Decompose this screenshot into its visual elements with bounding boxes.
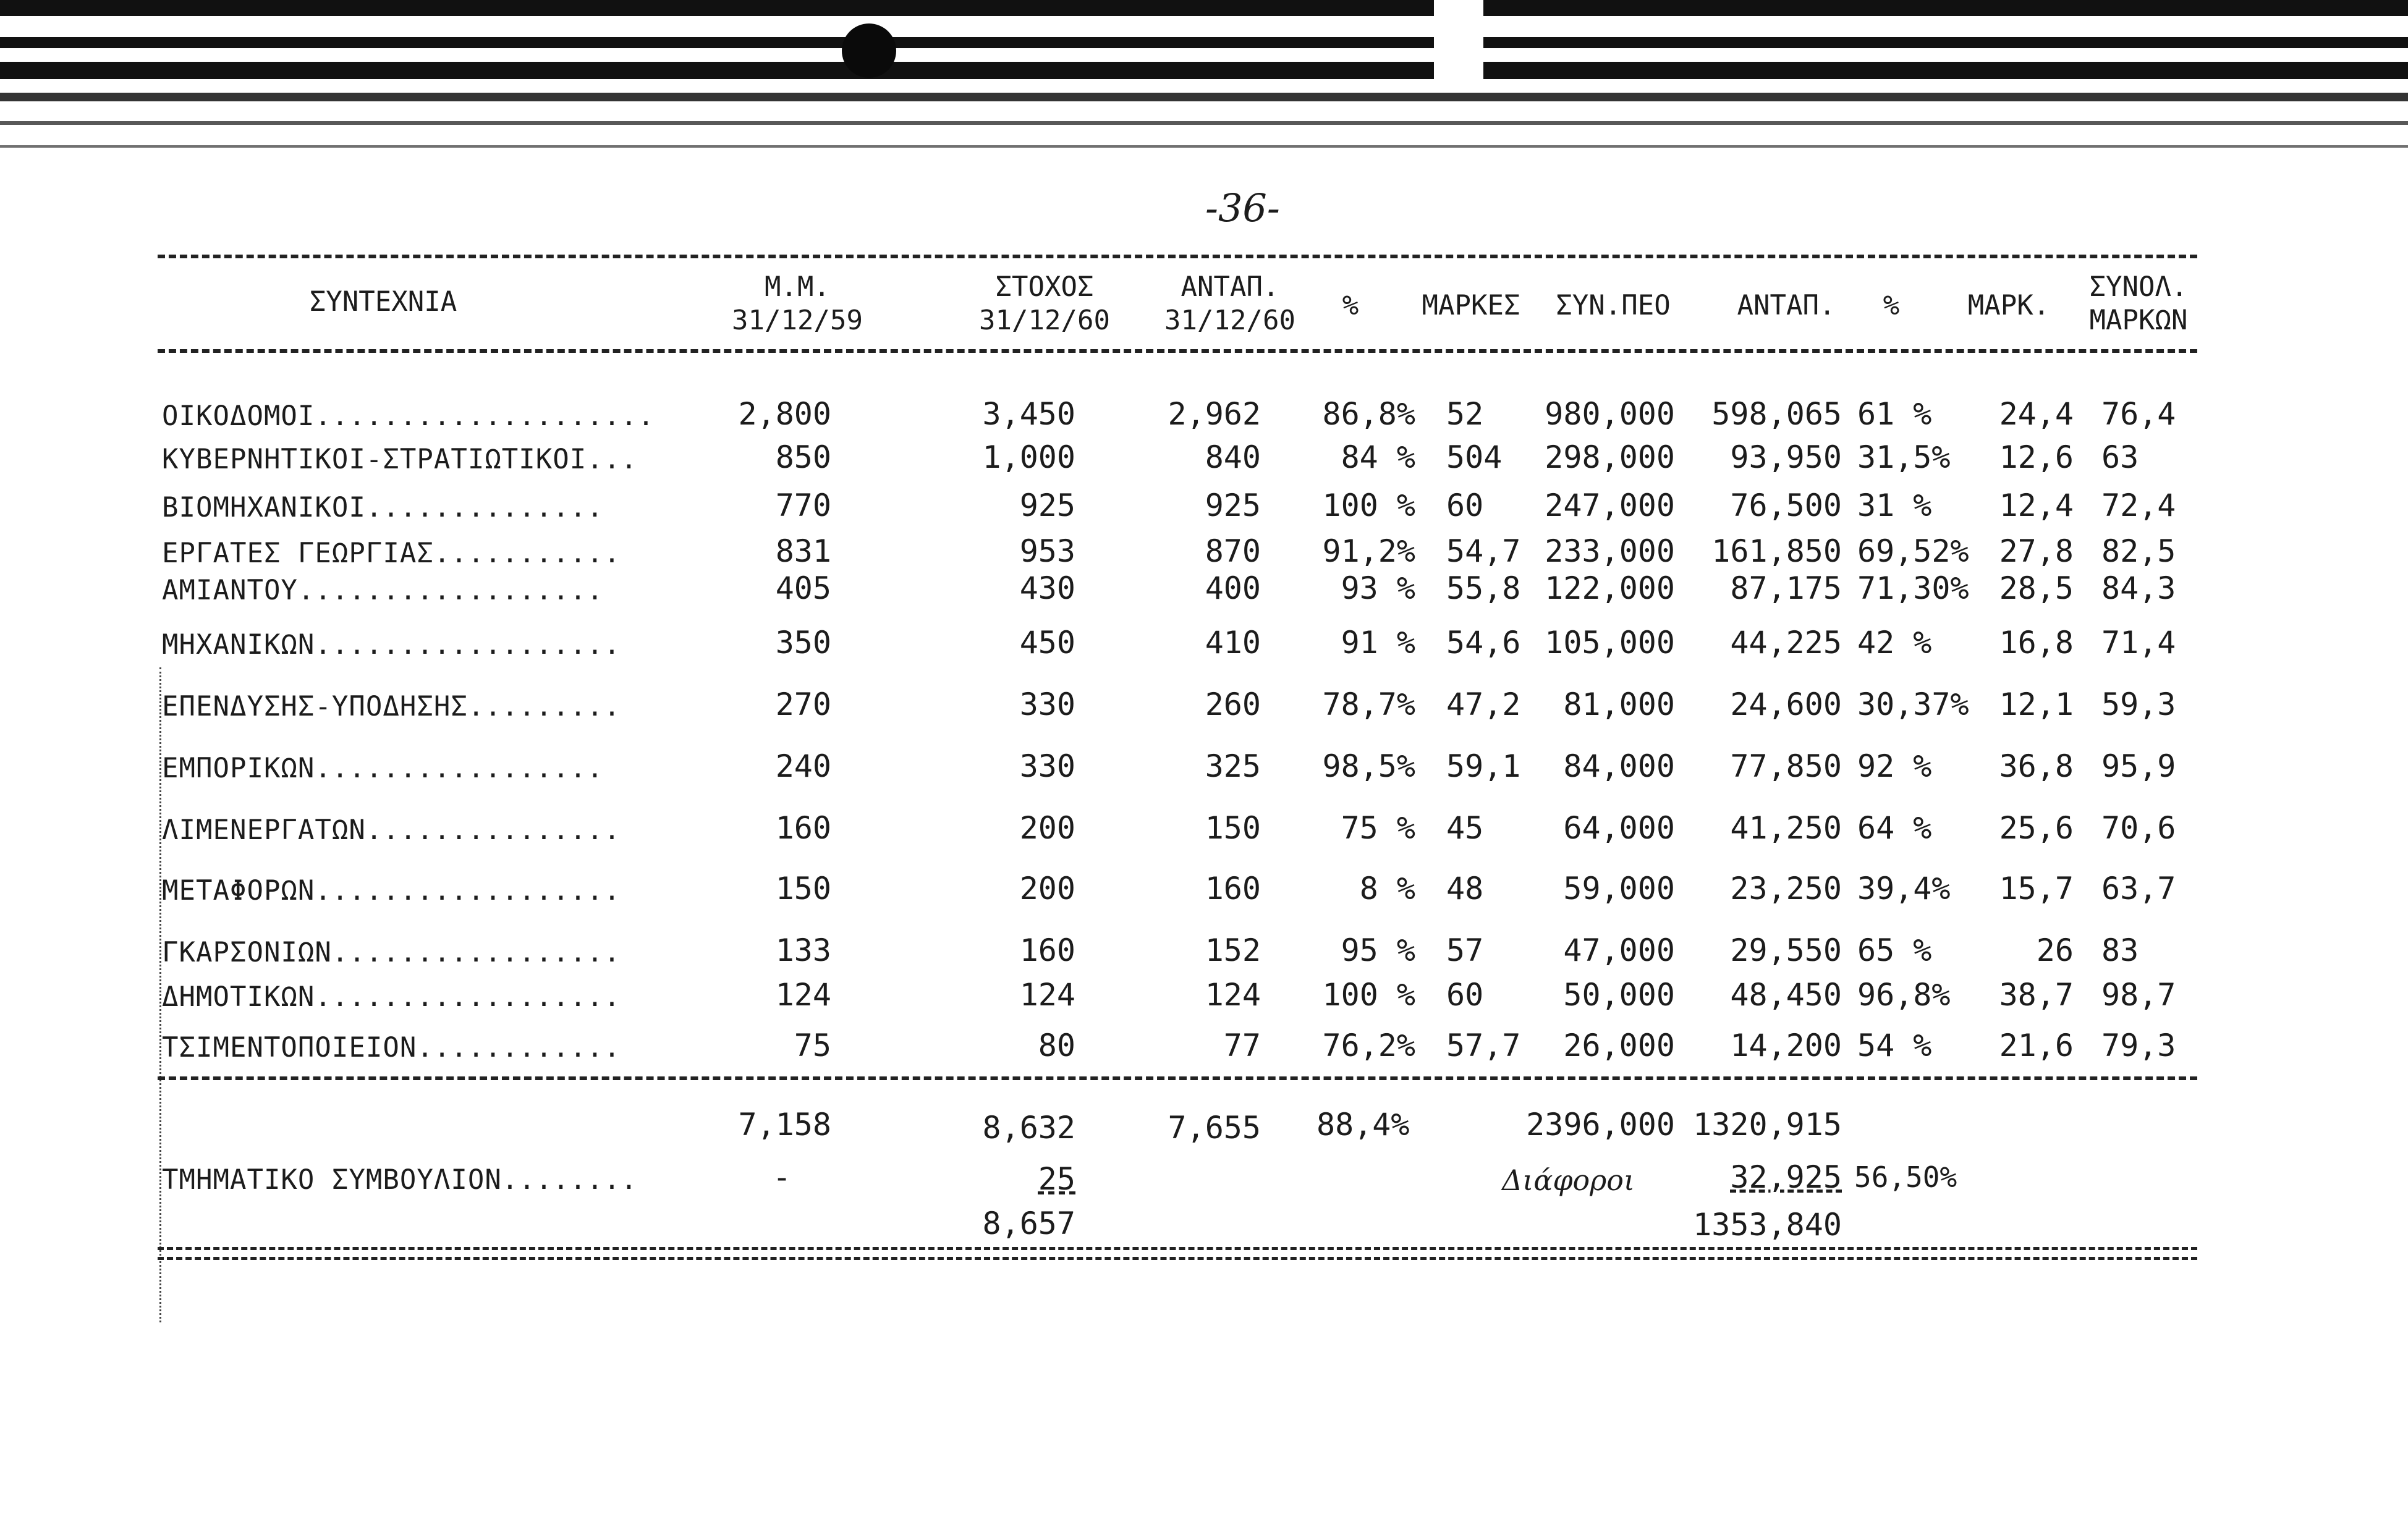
table-cell-antap2: 48,450 — [1730, 977, 1842, 1013]
table-cell-pct2: 65 % — [1857, 932, 1932, 968]
scan-edge-band — [0, 62, 2408, 79]
table-cell-mark: 28,5 — [1999, 570, 2074, 606]
table-cell-pct: 8 % — [1359, 871, 1415, 907]
council-name: ΤΜΗΜΑΤΙΚΟ ΣΥΜΒΟΥΛΙΟΝ........ — [162, 1164, 638, 1196]
table-cell-synol: 70,6 — [2101, 810, 2176, 846]
table-cell-target: 1,000 — [982, 439, 1075, 475]
table-cell-mm: 850 — [775, 439, 831, 475]
table-cell-antap: 925 — [1205, 488, 1261, 523]
table-cell-antap: 410 — [1205, 625, 1261, 661]
table-cell-peo: 64,000 — [1563, 810, 1675, 846]
table-cell-pct: 91,2% — [1322, 533, 1415, 569]
table-cell-pct2: 92 % — [1857, 748, 1932, 784]
table-cell-pct: 93 % — [1341, 570, 1415, 606]
table-cell-synol: 59,3 — [2101, 687, 2176, 722]
table-cell-pct2: 61 % — [1857, 396, 1932, 432]
table-cell-markes: 57,7 — [1446, 1028, 1521, 1063]
council-target: 25 — [1038, 1161, 1075, 1197]
table-cell-antap: 870 — [1205, 533, 1261, 569]
total-antap2: 1320,915 — [1693, 1107, 1842, 1143]
table-cell-mm: 240 — [775, 748, 831, 784]
table-cell-mm: 133 — [775, 932, 831, 968]
table-cell-target: 330 — [1019, 748, 1075, 784]
table-cell-pct: 95 % — [1341, 932, 1415, 968]
punch-hole — [842, 23, 896, 78]
table-cell-synol: 76,4 — [2101, 396, 2176, 432]
table-row-name: ΟΙΚΟΔΟΜΟΙ.................... — [162, 400, 655, 432]
table-cell-pct: 75 % — [1341, 810, 1415, 846]
header-mark: ΜΑΡΚ. — [1967, 290, 2050, 321]
scan-edge-band — [0, 145, 2408, 148]
table-row-name: ΤΣΙΜΕΝΤΟΠΟΙΕΙΟΝ............ — [162, 1032, 621, 1063]
table-cell-target: 3,450 — [982, 396, 1075, 432]
table-cell-target: 953 — [1019, 533, 1075, 569]
table-cell-peo: 233,000 — [1545, 533, 1675, 569]
table-cell-peo: 47,000 — [1563, 932, 1675, 968]
table-cell-mark: 38,7 — [1999, 977, 2074, 1013]
table-cell-peo: 247,000 — [1545, 488, 1675, 523]
table-cell-mark: 25,6 — [1999, 810, 2074, 846]
table-cell-antap2: 41,250 — [1730, 810, 1842, 846]
table-cell-target: 450 — [1019, 625, 1075, 661]
table-cell-peo: 81,000 — [1563, 687, 1675, 722]
header-pct1: % — [1342, 290, 1359, 321]
table-cell-target: 330 — [1019, 687, 1075, 722]
table-cell-antap2: 44,225 — [1730, 625, 1842, 661]
header-antap2: ΑΝΤΑΠ. — [1737, 290, 1836, 321]
table-cell-antap2: 14,200 — [1730, 1028, 1842, 1063]
scan-edge-band — [0, 121, 2408, 125]
table-row-name: ΛΙΜΕΝΕΡΓΑΤΩΝ............... — [162, 814, 621, 846]
page-number: -36- — [1205, 185, 1280, 230]
grand-target: 8,657 — [982, 1206, 1075, 1241]
grand-antap2: 1353,840 — [1693, 1207, 1842, 1243]
left-margin-mark — [159, 667, 161, 1322]
council-mm: - — [773, 1159, 792, 1195]
rule-totals-top — [158, 1076, 2197, 1080]
table-cell-pct: 100 % — [1322, 488, 1415, 523]
table-cell-synol: 63,7 — [2101, 871, 2176, 907]
total-peo: 2396,000 — [1526, 1107, 1675, 1143]
total-pct: 88,4% — [1316, 1107, 1410, 1143]
table-cell-antap2: 29,550 — [1730, 932, 1842, 968]
total-antap: 7,655 — [1168, 1110, 1261, 1146]
table-cell-markes: 54,7 — [1446, 533, 1521, 569]
rule-top — [158, 255, 2197, 258]
table-cell-antap: 124 — [1205, 977, 1261, 1013]
table-row-name: ΒΙΟΜΗΧΑΝΙΚΟΙ.............. — [162, 492, 604, 523]
table-cell-pct2: 31,5% — [1857, 439, 1951, 475]
table-cell-mm: 160 — [775, 810, 831, 846]
table-cell-mark: 21,6 — [1999, 1028, 2074, 1063]
table-cell-peo: 59,000 — [1563, 871, 1675, 907]
table-cell-markes: 59,1 — [1446, 748, 1521, 784]
scan-edge-band — [0, 93, 2408, 101]
table-cell-antap: 150 — [1205, 810, 1261, 846]
table-cell-pct2: 42 % — [1857, 625, 1932, 661]
table-cell-pct2: 71,30% — [1857, 570, 1969, 606]
table-cell-antap: 2,962 — [1168, 396, 1261, 432]
table-cell-markes: 52 — [1446, 396, 1484, 432]
header-pct2: % — [1883, 290, 1900, 321]
table-cell-peo: 50,000 — [1563, 977, 1675, 1013]
table-row-name: ΕΠΕΝΔΥΣΗΣ-ΥΠΟΔΗΣΗΣ......... — [162, 691, 621, 722]
header-target: ΣΤΟΧΟΣ 31/12/60 — [979, 271, 1110, 336]
table-row-name: ΕΜΠΟΡΙΚΩΝ................. — [162, 753, 604, 784]
table-cell-synol: 83 — [2101, 932, 2139, 968]
table-cell-markes: 45 — [1446, 810, 1484, 846]
table-cell-mm: 150 — [775, 871, 831, 907]
table-cell-markes: 55,8 — [1446, 570, 1521, 606]
table-cell-markes: 47,2 — [1446, 687, 1521, 722]
scan-edge-band — [0, 37, 2408, 48]
table-cell-pct2: 39,4% — [1857, 871, 1951, 907]
table-cell-pct: 78,7% — [1322, 687, 1415, 722]
total-mm: 7,158 — [738, 1107, 831, 1143]
table-cell-markes: 60 — [1446, 977, 1484, 1013]
table-cell-synol: 63 — [2101, 439, 2139, 475]
table-cell-mm: 270 — [775, 687, 831, 722]
table-cell-antap: 77 — [1223, 1028, 1261, 1063]
table-cell-synol: 84,3 — [2101, 570, 2176, 606]
council-antap2: 32,925 — [1730, 1159, 1842, 1195]
table-cell-pct: 100 % — [1322, 977, 1415, 1013]
table-cell-markes: 60 — [1446, 488, 1484, 523]
table-cell-peo: 980,000 — [1545, 396, 1675, 432]
header-synol: ΣΥΝΟΛ. ΜΑΡΚΩΝ — [2089, 271, 2188, 336]
table-cell-pct: 84 % — [1341, 439, 1415, 475]
table-cell-mark: 16,8 — [1999, 625, 2074, 661]
table-cell-synol: 72,4 — [2101, 488, 2176, 523]
table-cell-target: 80 — [1038, 1028, 1075, 1063]
table-cell-peo: 298,000 — [1545, 439, 1675, 475]
scan-gap — [1434, 0, 1483, 93]
table-cell-antap2: 24,600 — [1730, 687, 1842, 722]
table-cell-mark: 12,6 — [1999, 439, 2074, 475]
table-cell-mark: 12,1 — [1999, 687, 2074, 722]
table-cell-peo: 84,000 — [1563, 748, 1675, 784]
table-cell-antap: 325 — [1205, 748, 1261, 784]
table-cell-pct2: 69,52% — [1857, 533, 1969, 569]
table-cell-markes: 504 — [1446, 439, 1503, 475]
table-cell-pct: 76,2% — [1322, 1028, 1415, 1063]
table-row-name: ΑΜΙΑΝΤΟΥ.................. — [162, 575, 604, 606]
table-row-name: ΕΡΓΑΤΕΣ ΓΕΩΡΓΙΑΣ........... — [162, 538, 621, 569]
table-row-name: ΓΚΑΡΣΟΝΙΩΝ................. — [162, 937, 621, 968]
table-cell-mm: 75 — [794, 1028, 831, 1063]
table-cell-target: 160 — [1019, 932, 1075, 968]
table-cell-mark: 36,8 — [1999, 748, 2074, 784]
table-cell-antap: 840 — [1205, 439, 1261, 475]
table-cell-antap: 260 — [1205, 687, 1261, 722]
table-cell-mm: 124 — [775, 977, 831, 1013]
total-target: 8,632 — [982, 1110, 1075, 1146]
table-cell-pct2: 64 % — [1857, 810, 1932, 846]
table-cell-mark: 15,7 — [1999, 871, 2074, 907]
table-row-name: ΜΕΤΑΦΟΡΩΝ.................. — [162, 875, 621, 907]
table-cell-mark: 27,8 — [1999, 533, 2074, 569]
table-cell-antap2: 87,175 — [1730, 570, 1842, 606]
table-cell-pct: 86,8% — [1322, 396, 1415, 432]
table-cell-mm: 770 — [775, 488, 831, 523]
table-cell-antap: 160 — [1205, 871, 1261, 907]
table-cell-synol: 71,4 — [2101, 625, 2176, 661]
table-cell-synol: 82,5 — [2101, 533, 2176, 569]
header-markes: ΜΑΡΚΕΣ — [1422, 290, 1520, 321]
various-label: Διάφοροι — [1502, 1164, 1635, 1197]
table-cell-peo: 105,000 — [1545, 625, 1675, 661]
table-cell-target: 200 — [1019, 810, 1075, 846]
table-cell-pct2: 30,37% — [1857, 687, 1969, 722]
table-row-name: ΔΗΜΟΤΙΚΩΝ.................. — [162, 981, 621, 1013]
table-cell-antap2: 77,850 — [1730, 748, 1842, 784]
table-cell-peo: 26,000 — [1563, 1028, 1675, 1063]
table-cell-mark: 26 — [2036, 932, 2074, 968]
table-cell-mm: 405 — [775, 570, 831, 606]
table-cell-mm: 350 — [775, 625, 831, 661]
table-cell-synol: 79,3 — [2101, 1028, 2176, 1063]
table-cell-synol: 98,7 — [2101, 977, 2176, 1013]
header-mm: Μ.Μ. 31/12/59 — [732, 271, 863, 336]
table-cell-markes: 48 — [1446, 871, 1484, 907]
table-cell-pct2: 31 % — [1857, 488, 1932, 523]
table-cell-antap2: 23,250 — [1730, 871, 1842, 907]
council-pct2: 56,50% — [1854, 1160, 1957, 1194]
table-cell-mm: 831 — [775, 533, 831, 569]
rule-bottom-2 — [158, 1257, 2197, 1260]
table-cell-antap2: 93,950 — [1730, 439, 1842, 475]
rule-bottom-1 — [158, 1247, 2197, 1250]
scan-edge-band — [0, 0, 2408, 16]
table-cell-target: 430 — [1019, 570, 1075, 606]
header-antap1: ΑΝΤΑΠ. 31/12/60 — [1164, 271, 1295, 336]
header-syn-peo: ΣΥΝ.ΠΕΟ — [1556, 290, 1671, 321]
table-cell-pct2: 54 % — [1857, 1028, 1932, 1063]
table-row-name: ΜΗΧΑΝΙΚΩΝ.................. — [162, 629, 621, 661]
table-cell-peo: 122,000 — [1545, 570, 1675, 606]
table-cell-mm: 2,800 — [738, 396, 831, 432]
table-cell-markes: 57 — [1446, 932, 1484, 968]
table-cell-antap2: 76,500 — [1730, 488, 1842, 523]
table-cell-markes: 54,6 — [1446, 625, 1521, 661]
table-cell-antap2: 598,065 — [1711, 396, 1842, 432]
table-cell-antap: 152 — [1205, 932, 1261, 968]
table-cell-target: 200 — [1019, 871, 1075, 907]
table-cell-target: 925 — [1019, 488, 1075, 523]
table-row-name: ΚΥΒΕΡΝΗΤΙΚΟΙ-ΣΤΡΑΤΙΩΤΙΚΟΙ... — [162, 444, 638, 475]
table-cell-target: 124 — [1019, 977, 1075, 1013]
table-cell-pct: 91 % — [1341, 625, 1415, 661]
table-cell-antap: 400 — [1205, 570, 1261, 606]
table-cell-mark: 12,4 — [1999, 488, 2074, 523]
header-union: ΣΥΝΤΕΧΝΙΑ — [309, 286, 457, 318]
table-cell-antap2: 161,850 — [1711, 533, 1842, 569]
table-cell-pct2: 96,8% — [1857, 977, 1951, 1013]
table-cell-synol: 95,9 — [2101, 748, 2176, 784]
table-cell-mark: 24,4 — [1999, 396, 2074, 432]
rule-header-bottom — [158, 349, 2197, 353]
table-cell-pct: 98,5% — [1322, 748, 1415, 784]
